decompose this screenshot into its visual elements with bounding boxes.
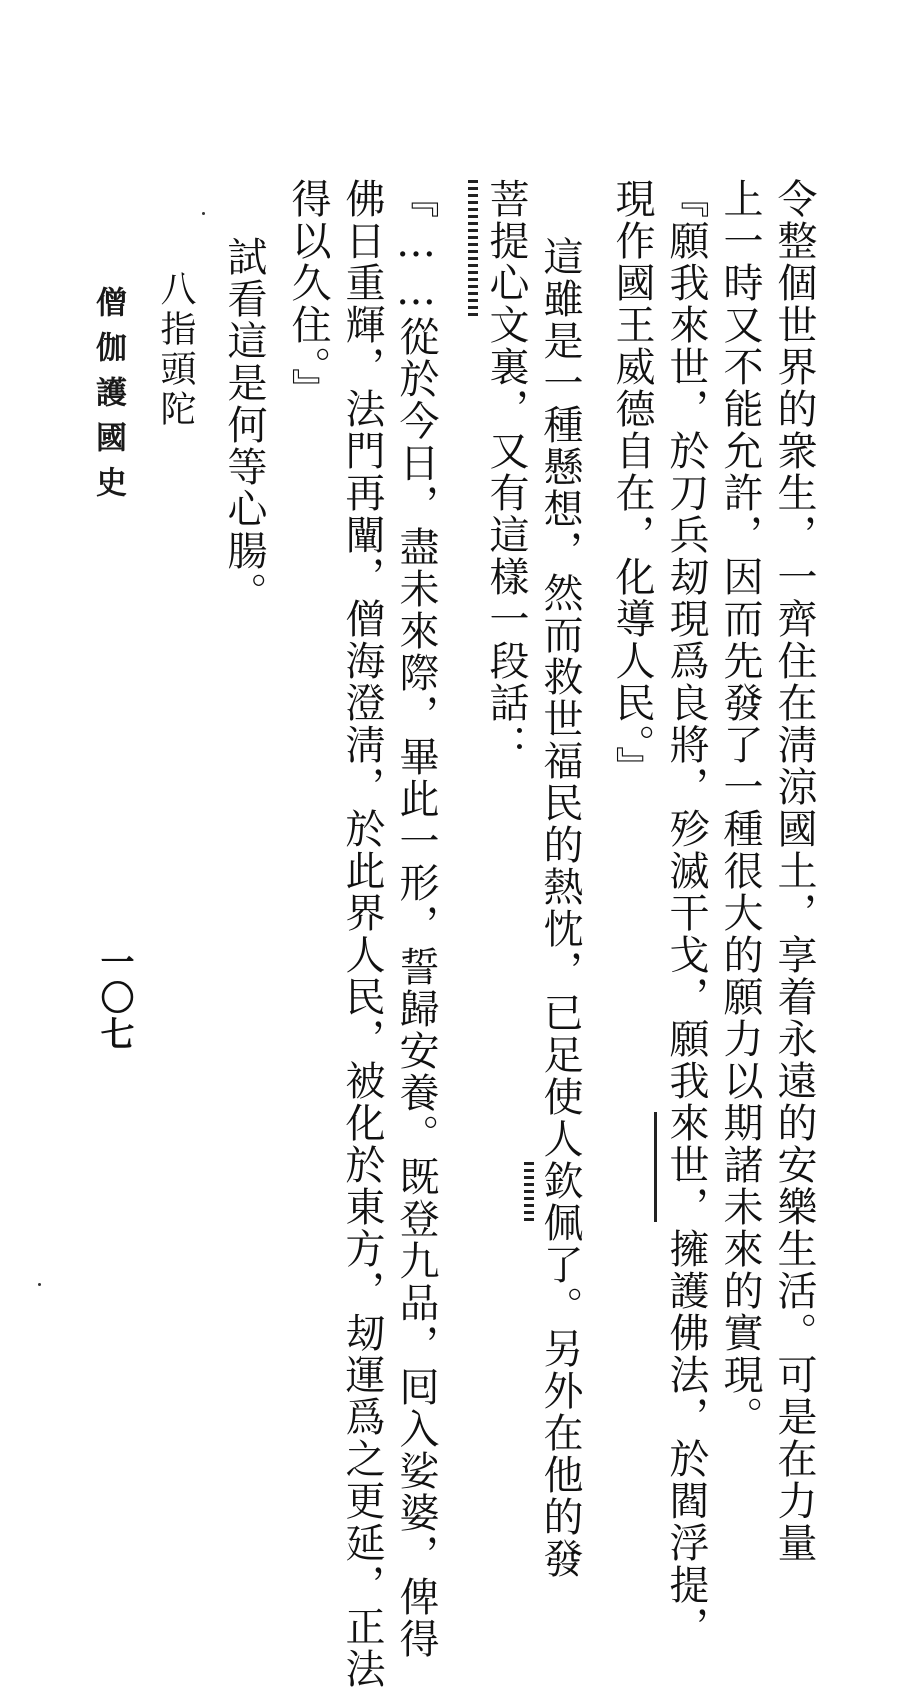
print-speck xyxy=(38,1283,41,1286)
text-column-4: 現作國王威德自在，化導人民。』 xyxy=(609,178,655,788)
running-header: 僧伽護國史 xyxy=(90,286,126,511)
page-number: 一〇七 xyxy=(94,944,134,1052)
wavy-underline-mark xyxy=(524,1162,534,1222)
text-column-8: 佛日重輝，法門再闡，僧海澄淸，於此界人民，被化於東方，刼運爲之更延，正法 xyxy=(339,178,385,1690)
text-column-3: 『願我來世，於刀兵刼現爲良將，殄滅干戈，願我來世，擁護佛法，於閻浮提， xyxy=(663,178,709,1648)
text-column-5: 這雖是一種懸想，然而救世福民的熱忱，已足使人欽佩了。另外在他的發 xyxy=(537,236,583,1580)
text-column-1: 令整個世界的衆生，一齊住在淸涼國土，享着永遠的安樂生活。可是在力量 xyxy=(771,178,817,1564)
text-column-7: 『……從於今日，盡未來際，畢此一形，誓歸安養。既登九品，囘入娑婆，俾得 xyxy=(393,178,439,1660)
attribution-author: 八指頭陀 xyxy=(155,270,196,430)
text-column-2: 上一時又不能允許，因而先發了一種很大的願力以期諸未來的實現。 xyxy=(717,178,763,1438)
wavy-underline-mark xyxy=(468,180,478,320)
text-column-10: 試看這是何等心腸。 xyxy=(221,236,267,614)
proper-noun-line-mark xyxy=(654,1112,657,1222)
text-column-6: 菩提心文裏，又有這樣一段話： xyxy=(483,178,529,766)
print-speck xyxy=(202,212,205,215)
text-column-9: 得以久住。』 xyxy=(285,178,331,410)
